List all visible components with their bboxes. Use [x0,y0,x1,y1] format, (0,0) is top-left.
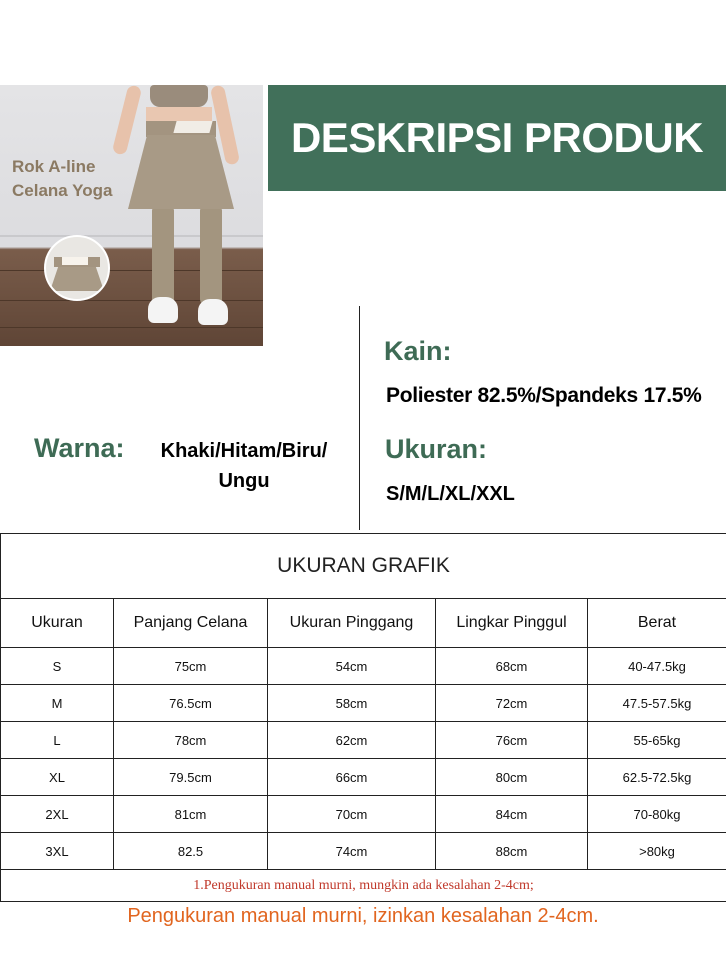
waist-cell: 66cm [268,759,436,796]
kain-label: Kain: [384,336,452,366]
table-row [1,759,726,796]
table-header-row [1,599,726,648]
length-cell: 76.5cm [114,685,268,722]
warna-value [138,436,350,496]
inset-skirt [50,267,104,291]
sneaker [148,297,178,323]
warna-value-line: Khaki/Hitam/Biru/ [160,440,328,462]
warna-value-line: Ungu [218,470,270,492]
waist-cell: 62cm [268,722,436,759]
waist-cell: 70cm [268,796,436,833]
ukuran-value: S/M/L/XL/XXL [386,483,515,505]
column-header: Ukuran [1,599,114,648]
product-photo [0,85,263,346]
warna-label: Warna: [34,433,125,463]
size-cell: 2XL [1,796,114,833]
column-header: Ukuran Pinggang [268,599,436,648]
weight-cell: 40-47.5kg [588,648,726,685]
waist-cell: 54cm [268,648,436,685]
banner-title: DESKRIPSI PRODUK [290,114,704,161]
floor-board [0,327,263,328]
hip-cell: 80cm [436,759,588,796]
weight-cell: 62.5-72.5kg [588,759,726,796]
weight-cell: 70-80kg [588,796,726,833]
length-cell: 79.5cm [114,759,268,796]
weight-cell: 55-65kg [588,722,726,759]
caption-line: Celana Yoga [12,181,113,200]
hip-cell: 68cm [436,648,588,685]
waist-cell: 74cm [268,833,436,870]
size-chart-table [0,533,726,902]
size-cell: M [1,685,114,722]
size-cell: 3XL [1,833,114,870]
table-row [1,833,726,870]
measurement-note: Pengukuran manual murni, izinkan kesalahan 2-4cm. [127,905,599,927]
ukuran-label: Ukuran: [385,434,488,464]
waistband-white-panel [173,121,212,133]
model-top [150,85,208,107]
length-cell: 78cm [114,722,268,759]
sneaker [198,299,228,325]
table-row [1,796,726,833]
waist-cell: 58cm [268,685,436,722]
table-row [1,722,726,759]
hip-cell: 72cm [436,685,588,722]
hip-cell: 76cm [436,722,588,759]
photo-caption [12,155,112,203]
legging-leg [200,205,222,305]
column-header: Berat [588,599,726,648]
kain-value: Poliester 82.5%/Spandeks 17.5% [386,384,702,407]
length-cell: 81cm [114,796,268,833]
size-cell: XL [1,759,114,796]
size-cell: S [1,648,114,685]
size-chart-title: UKURAN GRAFIK [1,534,726,599]
caption-line: Rok A-line [12,157,96,176]
vertical-divider [359,306,360,530]
model-arm [112,85,143,156]
table-row [1,685,726,722]
floor-board [0,270,263,271]
table-note: 1.Pengukuran manual murni, mungkin ada kesalahan 2-4cm; [1,870,726,902]
weight-cell: 47.5-57.5kg [588,685,726,722]
detail-inset [44,235,110,301]
title-banner [268,85,726,191]
weight-cell: >80kg [588,833,726,870]
hip-cell: 88cm [436,833,588,870]
wall-baseboard [0,235,263,237]
column-header: Panjang Celana [114,599,268,648]
length-cell: 82.5 [114,833,268,870]
size-cell: L [1,722,114,759]
length-cell: 75cm [114,648,268,685]
table-row [1,648,726,685]
hip-cell: 84cm [436,796,588,833]
inset-white-panel [62,257,88,265]
skirt [128,135,234,209]
legging-leg [152,205,174,305]
column-header: Lingkar Pinggul [436,599,588,648]
